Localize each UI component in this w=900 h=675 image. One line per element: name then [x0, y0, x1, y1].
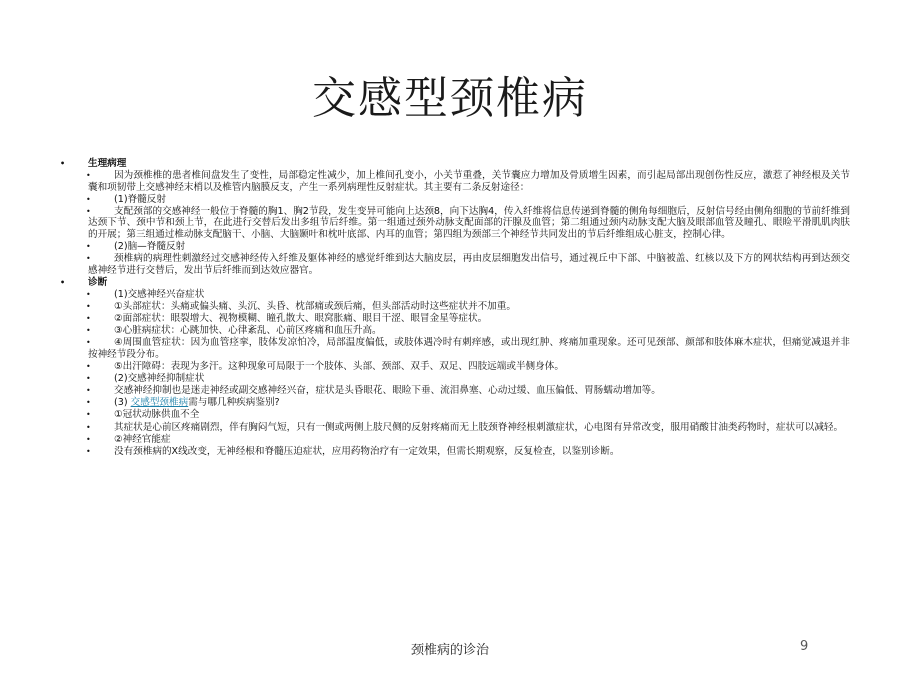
- bullet-item: [60, 422, 850, 434]
- bullet-item: [60, 397, 850, 409]
- bullet-item: [60, 241, 850, 253]
- item-text: ②神经官能症: [114, 433, 171, 445]
- bullet-marker: •: [86, 386, 91, 396]
- bullet-marker: •: [86, 410, 91, 420]
- bullet-item: [60, 409, 850, 421]
- bullet-item: [60, 385, 850, 397]
- bullet-marker: •: [86, 171, 91, 181]
- item-text: (3): [114, 397, 131, 409]
- bullet-item: [60, 158, 850, 170]
- bullet-item: [60, 253, 850, 276]
- bullet-item: [60, 325, 850, 337]
- bullet-item: [60, 446, 850, 458]
- bullet-marker: •: [86, 314, 91, 324]
- bullet-item: [60, 170, 850, 193]
- bullet-marker: •: [60, 159, 66, 168]
- slide-title: 交感型颈椎病: [312, 73, 588, 124]
- bullet-item: [60, 206, 850, 241]
- item-text: 颈椎病的病理性刺激经过交感神经传入纤维及躯体神经的感觉纤维到达大脑皮层，再由皮层细胞发出信号，通过视丘中下部、中脑被盖、红核以及下方的网状结构再到达颈交感神经节进行交替后，发出节后纤维而到达效应器官。: [88, 253, 850, 276]
- item-text: ②面部症状：眼裂增大、视物模糊、瞳孔散大、眼窝胀痛、眼目干涩、眼冒金星等症状。: [114, 313, 488, 325]
- bullet-item: [60, 313, 850, 325]
- item-text: 诊断: [88, 276, 108, 288]
- item-text: 因为颈椎椎的患者椎间盘发生了变性，局部稳定性减少，加上椎间孔变小，小关节重叠，关节囊应力增加及骨质增生因素，而引起局部出现创伤性反应，激惹了神经根及关节囊和项韧带上交感神经末梢以及椎管内脑膜反支，产生一系列病理性反射症状。其主要有二条反射途径：: [88, 170, 850, 193]
- bullet-marker: •: [86, 434, 91, 444]
- item-text: ①冠状动脉供血不全: [114, 409, 200, 421]
- item-text: (1)交感神经兴奋症状: [114, 289, 205, 301]
- item-text: (1)脊髓反射: [114, 193, 166, 205]
- bullet-marker: •: [86, 374, 91, 384]
- item-text: (2)脑—脊髓反射: [114, 241, 186, 253]
- page-number: 9: [800, 639, 809, 654]
- item-text: ④周围血管症状：因为血管痉挛，肢体发凉怕冷，局部温度偏低，或肢体遇冷时有刺痒感，或出现红肿、疼痛加重现象。还可见颈部、颜部和肢体麻木症状，但痛觉减退并非按神经节段分布。: [88, 337, 850, 360]
- bullet-item: [60, 337, 850, 360]
- bullet-marker: •: [86, 422, 91, 432]
- slide-footer: 颈椎病的诊治: [410, 643, 489, 658]
- bullet-marker: •: [86, 362, 91, 372]
- bullet-item: [60, 289, 850, 301]
- bullet-marker: •: [86, 290, 91, 300]
- item-text: 其症状是心前区疼痛剧烈，伴有胸闷气短，只有一侧或两侧上肢尺侧的反射疼痛而无上肢颈脊神经根刺激症状，心电图有异常改变，服用硝酸甘油类药物时，症状可以减轻。: [114, 421, 844, 433]
- bullet-marker: •: [86, 242, 91, 252]
- bullet-marker: •: [86, 302, 91, 312]
- bullet-item: [60, 373, 850, 385]
- bullet-marker: •: [86, 326, 91, 336]
- bullet-marker: •: [86, 398, 91, 408]
- slide-body: [60, 158, 850, 458]
- item-text: 需与哪几种疾病鉴别?: [188, 397, 280, 409]
- bullet-marker: •: [86, 446, 91, 456]
- item-text: ⑤出汗障碍：表现为多汗。这种现象可局限于一个肢体、头部、颈部、双手、双足、四肢远端或半侧身体。: [114, 361, 564, 373]
- item-text: 支配颈部的交感神经一般位于脊髓的胸1、胸2节段，发生变异可能向上达颈8，向下达胸4，传入纤维将信息传递到脊髓的侧角每细胞后，反射信号经由侧角细胞的节前纤维到达颈下节、颈中节和颈上节，在此进行交替后发出多组节后纤维。第一组通过颈外动脉支配面部的汗腺及血管；第二组通过颈内动脉支配大脑及眼部血管及瞳孔、眼睑平滑肌肌肉肤的开展；第三组通过椎动脉支配脑干、小脑、大脑颞叶和枕叶底部、内耳的血管；第四组为颈部三个神经节共同发出的节后纤维组成心脏支，控制心律。: [88, 205, 850, 241]
- bullet-item: [60, 277, 850, 289]
- item-text: (2)交感神经抑制症状: [114, 373, 205, 385]
- bullet-marker: •: [86, 194, 91, 204]
- item-text: ③心脏病症状：心跳加快、心律紊乱、心前区疼痛和血压升高。: [114, 325, 382, 337]
- bullet-marker: •: [86, 206, 91, 216]
- hyperlink[interactable]: 交感型颈椎病: [130, 397, 189, 409]
- item-text: ①头部症状：头痛或偏头痛、头沉、头昏、枕部痛或颈后痛，但头部活动时这些症状并不加重。: [114, 301, 516, 313]
- item-text: 生理病理: [88, 158, 127, 169]
- bullet-marker: •: [86, 254, 91, 264]
- bullet-item: [60, 361, 850, 373]
- item-text: 没有颈椎病的X线改变，无神经根和脊髓压迫症状，应用药物治疗有一定效果，但需长期观察，反复检查，以鉴别诊断。: [114, 445, 620, 457]
- bullet-item: [60, 434, 850, 446]
- item-text: 交感神经抑制也是迷走神经或副交感神经兴奋，症状是头昏眼花、眼睑下垂、流泪鼻塞、心动过缓、血压偏低、胃肠蠕动增加等。: [114, 385, 661, 397]
- bullet-item: [60, 194, 850, 206]
- bullet-marker: •: [60, 277, 66, 287]
- bullet-item: [60, 301, 850, 313]
- bullet-marker: •: [86, 338, 91, 348]
